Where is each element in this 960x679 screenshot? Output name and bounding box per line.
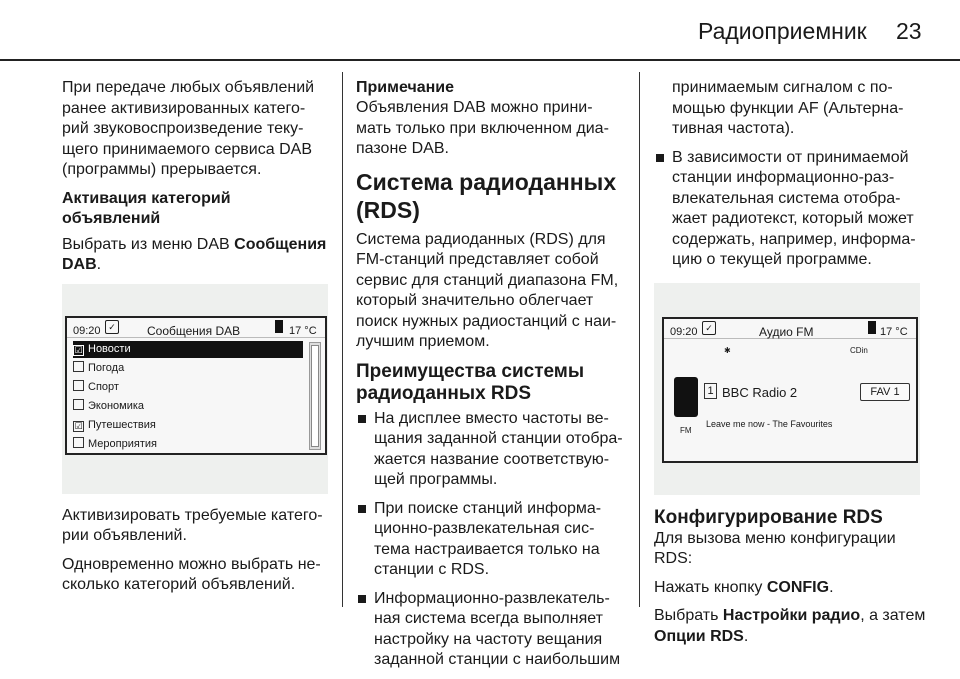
menu-name: Опции RDS xyxy=(654,627,744,645)
section-subheading: Активация категорий объявлений xyxy=(62,189,231,227)
column-2 xyxy=(356,78,630,679)
cdin-indicator: CDin xyxy=(850,345,868,355)
scrollbar-thumb xyxy=(311,345,319,447)
subsection-heading: Преимущества системы радиоданных RDS xyxy=(356,360,585,404)
text: Выбрать из меню DAB xyxy=(62,235,235,253)
paragraph: Система радиоданных (RDS) для FM-станций представляет собой сервис для станций диапазона FM, который значительно облегчает поиск нужных радиостанций с наи- лучшим приемом. xyxy=(356,230,619,350)
list-item-label: Спорт xyxy=(88,380,119,393)
status-bar xyxy=(67,318,325,338)
screen-illustration-dab xyxy=(62,284,328,494)
paragraph xyxy=(62,235,328,276)
radiotext: Leave me now - The Favourites xyxy=(706,418,833,429)
menu-name: Сообщения DAB xyxy=(62,235,327,273)
scrollbar xyxy=(309,342,321,450)
paragraph xyxy=(654,578,932,599)
battery-icon xyxy=(868,321,876,334)
list-item: На дисплее вместо частоты ве- щания заданной станции отобра- жается название соответствую- щей программы. xyxy=(356,409,630,491)
column-1 xyxy=(62,78,328,604)
list-item xyxy=(73,436,157,453)
checkbox-icon: ☑ xyxy=(74,344,83,355)
paragraph: Активизировать требуемые катего- рии объявлений. xyxy=(62,506,323,544)
status-bar xyxy=(664,319,916,339)
bluetooth-icon: ✱ xyxy=(724,345,731,355)
list-item-label: Погода xyxy=(88,361,125,374)
page-header-title: Радиоприемник xyxy=(698,18,867,44)
list-item xyxy=(73,341,303,358)
screen-title: Аудио FM xyxy=(759,324,814,339)
check-icon: ✓ xyxy=(105,320,119,334)
list-item-label: Путешествия xyxy=(88,418,156,431)
clock-text: 09:20 xyxy=(670,325,698,338)
text: . xyxy=(829,578,834,596)
paragraph: Одновременно можно выбрать не- сколько категорий объявлений. xyxy=(62,555,321,593)
radio-tower-icon xyxy=(674,377,698,417)
text: . xyxy=(743,627,749,645)
display-screen xyxy=(65,316,327,455)
note-text: Объявления DAB можно прини- мать только при включенном диа- пазоне DAB. xyxy=(356,99,609,157)
note-heading: Примечание xyxy=(356,79,455,96)
list-item xyxy=(73,360,124,377)
bullet-list xyxy=(356,409,630,671)
list-item: Информационно-развлекатель- ная система всегда выполняет настройку на частоту вещания заданной станции с наибольшим xyxy=(356,589,630,671)
list-item xyxy=(73,379,119,396)
check-icon: ✓ xyxy=(702,321,716,335)
text: , а затем xyxy=(860,607,926,624)
list-item: При поиске станций информа- ционно-развлекательная сис- тема настраивается только на станции с RDS. xyxy=(356,499,630,581)
screen-illustration-fm xyxy=(654,283,920,495)
checkbox-icon xyxy=(73,437,84,448)
list-item-label: Новости xyxy=(88,342,131,355)
band-label: FM xyxy=(680,425,692,435)
bullet-list xyxy=(654,148,932,271)
section-heading: Конфигурирование RDS xyxy=(654,506,883,528)
station-name: BBC Radio 2 xyxy=(722,384,798,400)
checkbox-icon: ☑ xyxy=(74,420,83,431)
header-divider xyxy=(0,59,960,61)
text: Выбрать xyxy=(654,607,723,624)
fav-button: FAV 1 xyxy=(860,383,910,401)
checkbox-icon xyxy=(73,380,84,391)
paragraph: При передаче любых объявлений ранее активизированных катего- рий звуковоспроизведение теку- щего принимаемого сервиса DAB (программы) прерывается. xyxy=(62,79,315,178)
list-item xyxy=(73,398,144,415)
screen-title: Сообщения DAB xyxy=(147,323,241,338)
list-item-label: Мероприятия xyxy=(88,437,157,450)
menu-name: Настройки радио xyxy=(722,607,861,624)
button-name: CONFIG xyxy=(766,578,830,596)
column-3 xyxy=(654,78,932,655)
battery-icon xyxy=(275,320,283,333)
column-divider-2 xyxy=(639,72,640,607)
paragraph xyxy=(654,606,932,647)
temperature-text: 17 °C xyxy=(880,325,908,338)
clock-text: 09:20 xyxy=(73,324,101,337)
list-item-label: Экономика xyxy=(88,399,145,412)
preset-number: 1 xyxy=(704,383,717,399)
paragraph: Для вызова меню конфигурации RDS: xyxy=(654,529,896,567)
checkbox-icon xyxy=(73,399,84,410)
checkbox-icon xyxy=(73,361,84,372)
text: . xyxy=(96,256,102,273)
list-item-continuation: принимаемым сигналом с по- мощью функции AF (Альтерна- тивная частота). xyxy=(672,79,904,137)
list-item xyxy=(73,417,156,434)
list-item: В зависимости от принимаемой станции информационно-раз- влекательная система отобра- жает радиотекст, который может содержать, например, информа- цию о текущей программе. xyxy=(654,148,932,271)
column-divider-1 xyxy=(342,72,343,607)
text: Нажать кнопку xyxy=(654,578,767,596)
section-heading: Система радиоданных (RDS) xyxy=(356,168,617,223)
temperature-text: 17 °C xyxy=(289,324,317,337)
page-number: 23 xyxy=(896,18,922,44)
display-screen xyxy=(662,317,918,463)
